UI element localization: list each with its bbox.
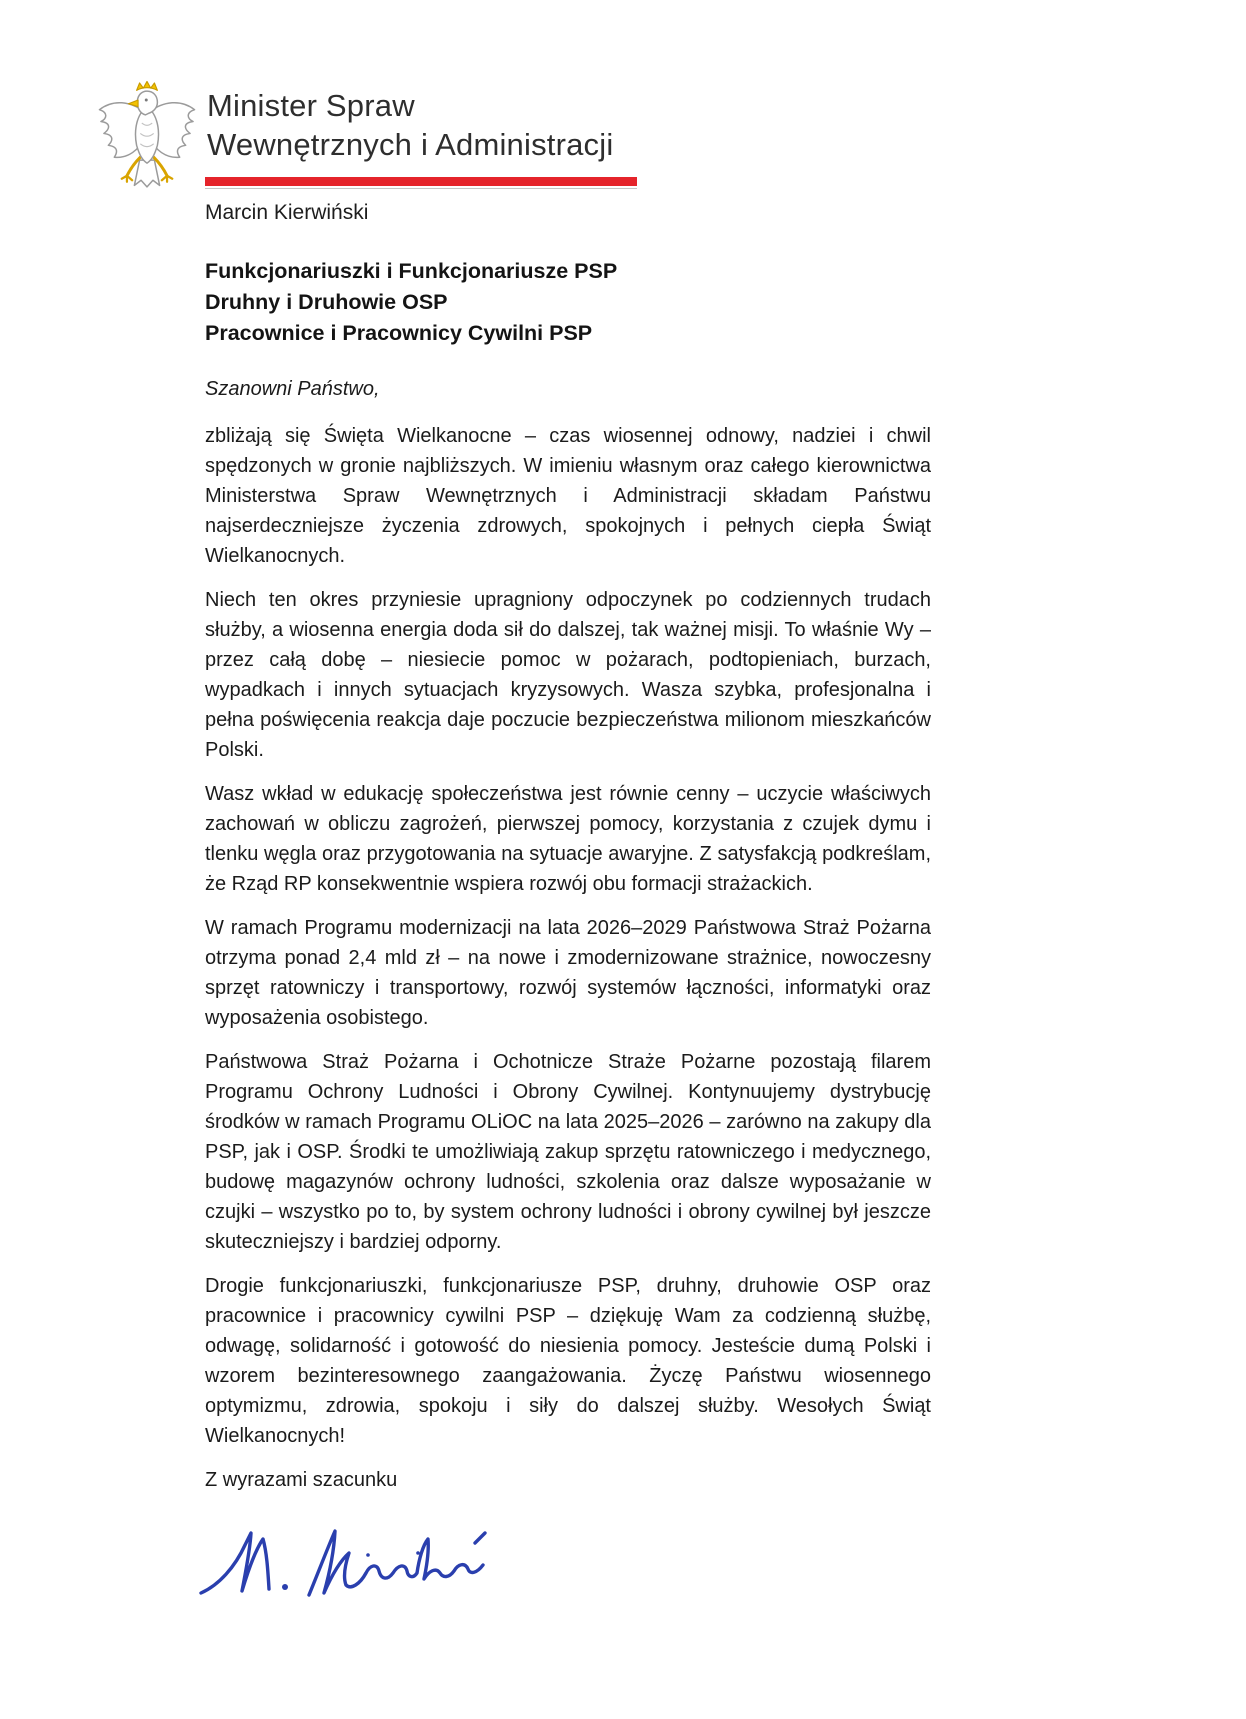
letter-paragraph: Wasz wkład w edukację społeczeństwa jest równie cenny – uczycie właściwych zachowań w obliczu zagrożeń, pierwszej pomocy, korzystania z czujek dymu i tlenku węgla oraz przygotowania na sytuacje awaryjne. Z satysfakcją podkreślam, że Rząd RP konsekwentnie wspiera rozwój obu formacji strażackich. <box>205 783 931 895</box>
addressee-line: Funkcjonariuszki i Funkcjonariusze PSP <box>205 259 618 283</box>
addressee-line: Druhny i Druhowie OSP <box>205 290 448 314</box>
ministry-title-line2: Wewnętrznych i Administracji <box>207 127 614 162</box>
red-divider <box>205 177 637 186</box>
letter-paragraph: zbliżają się Święta Wielkanocne – czas wiosennej odnowy, nadziei i chwil spędzonych w gronie najbliższych. W imieniu własnym oraz całego kierownictwa Ministerstwa Spraw Wewnętrznych i Administracji składam Państwu najserdeczniejsze życzenia zdrowych, spokojnych i pełnych ciepła Świąt Wielkanocnych. <box>205 425 931 567</box>
letter-body <box>205 374 931 1605</box>
minister-name: Marcin Kierwiński <box>205 201 369 224</box>
salutation: Szanowni Państwo, <box>205 378 380 400</box>
letter-paragraph: Niech ten okres przyniesie upragniony odpoczynek po codziennych trudach służby, a wiosenna energia doda sił do dalszej, tak ważnej misji. To właśnie Wy – przez całą dobę – niesiecie pomoc w pożarach, podtopieniach, burzach, wypadkach i innych sytuacjach kryzysowych. Wasza szybka, profesjonalna i pełna poświęcenia reakcja daje poczucie bezpieczeństwa milionom mieszkańców Polski. <box>205 589 931 761</box>
handwritten-signature <box>197 1501 509 1605</box>
letter-paragraph: W ramach Programu modernizacji na lata 2026–2029 Państwowa Straż Pożarna otrzyma ponad 2,4 mld zł – na nowe i zmodernizowane strażnice, nowoczesny sprzęt ratowniczy i transportowy, rozwój systemów łączności, informatyki oraz wyposażenia osobistego. <box>205 917 931 1029</box>
letter-paragraph: Państwowa Straż Pożarna i Ochotnicze Straże Pożarne pozostają filarem Programu Ochrony Ludności i Obrony Cywilnej. Kontynuujemy dystrybucję środków w ramach Programu OLiOC na lata 2025–2026 – zarówno na zakupy dla PSP, jak i OSP. Środki te umożliwiają zakup sprzętu ratowniczego i medycznego, budowę magazynów ochrony ludności, szkolenia oraz dalsze wyposażanie w czujki – wszystko po to, by system ochrony ludności i obrony cywilnej był jeszcze skuteczniejszy i bardziej odporny. <box>205 1051 931 1253</box>
ministry-title-line1: Minister Spraw <box>207 88 415 123</box>
addressee-line: Pracownice i Pracownicy Cywilni PSP <box>205 321 593 345</box>
ministry-title <box>207 80 613 164</box>
polish-eagle-icon <box>95 80 199 198</box>
letter-paragraph: Drogie funkcjonariuszki, funkcjonariusze PSP, druhny, druhowie OSP oraz pracownice i pracownicy cywilni PSP – dziękuję Wam za codzienną służbę, odwagę, solidarność i gotowość do niesienia pomocy. Jesteście dumą Polski i wzorem bezinteresownego zaangażowania. Życzę Państwu wiosennego optymizmu, zdrowia, spokoju i siły do dalszej służby. Wesołych Świąt Wielkanocnych! <box>205 1275 931 1447</box>
addressee-block <box>205 256 617 349</box>
closing-line: Z wyrazami szacunku <box>205 1469 398 1491</box>
